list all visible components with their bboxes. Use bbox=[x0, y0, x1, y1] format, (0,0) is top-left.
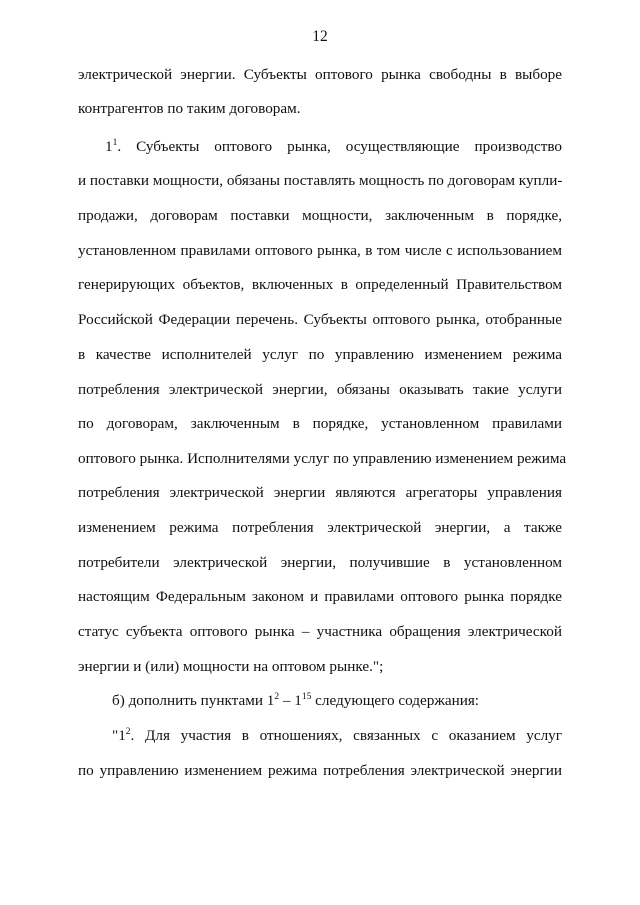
text-segment: в качестве исполнителей услуг по управлению изменением режима bbox=[78, 346, 562, 363]
text-segment: . Субъекты оптового рынка, осуществляющие производство bbox=[117, 138, 562, 155]
text-line bbox=[78, 380, 562, 400]
text-segment: следующего содержания: bbox=[311, 692, 480, 709]
text-segment: статус субъекта оптового рынка – участника обращения электрической bbox=[78, 623, 562, 640]
text-segment: потребители электрической энергии, получившие в установленном bbox=[78, 554, 562, 571]
superscript: 2 bbox=[274, 692, 280, 702]
text-segment: по управлению изменением режима потребления электрической энергии bbox=[78, 762, 562, 779]
text-segment: генерирующих объектов, включенных в определенный Правительством bbox=[78, 276, 562, 293]
text-line bbox=[78, 483, 562, 503]
text-segment: "1 bbox=[112, 727, 126, 744]
text-segment: электрической энергии. Субъекты оптового рынка свободны в выборе bbox=[78, 66, 562, 83]
text-segment: по договорам, заключенным в порядке, установленном правилами bbox=[78, 415, 562, 432]
text-segment: установленном правилами оптового рынка, в том числе с использованием bbox=[78, 242, 562, 259]
text-line bbox=[78, 657, 562, 677]
text-segment: – 1 bbox=[279, 692, 302, 709]
superscript: 2 bbox=[125, 727, 131, 737]
text-line bbox=[78, 345, 562, 365]
text-line bbox=[78, 449, 567, 469]
text-segment: оптового рынка. Исполнителями услуг по управлению изменением режима bbox=[78, 450, 567, 467]
text-line bbox=[78, 99, 562, 119]
text-line bbox=[112, 691, 562, 711]
text-segment: продажи, договорам поставки мощности, заключенным в порядке, bbox=[78, 207, 562, 224]
text-line bbox=[78, 761, 562, 781]
text-segment: . Для участия в отношениях, связанных с оказанием услуг bbox=[130, 727, 562, 744]
text-line bbox=[78, 518, 562, 538]
text-line bbox=[78, 587, 562, 607]
text-segment: изменением режима потребления электрической энергии, а также bbox=[78, 519, 562, 536]
text-segment: контрагентов по таким договорам. bbox=[78, 100, 301, 117]
text-segment: Российской Федерации перечень. Субъекты оптового рынка, отобранные bbox=[78, 311, 562, 328]
text-segment: потребления электрической энергии являются агрегаторы управления bbox=[78, 484, 562, 501]
text-line bbox=[78, 622, 562, 642]
superscript: 1 bbox=[112, 138, 118, 148]
text-line bbox=[78, 414, 562, 434]
text-segment: потребления электрической энергии, обязаны оказывать такие услуги bbox=[78, 381, 562, 398]
text-line bbox=[78, 553, 562, 573]
text-line bbox=[78, 241, 562, 261]
text-line bbox=[105, 137, 562, 157]
text-line bbox=[78, 65, 562, 85]
text-line bbox=[78, 275, 562, 295]
text-segment: энергии и (или) мощности на оптовом рынке."; bbox=[78, 658, 384, 675]
page-number: 12 bbox=[312, 28, 328, 45]
text-line bbox=[78, 206, 562, 226]
superscript: 15 bbox=[301, 692, 312, 702]
text-segment: 1 bbox=[105, 138, 113, 155]
text-line bbox=[78, 310, 562, 330]
text-segment: б) дополнить пунктами 1 bbox=[112, 692, 275, 709]
text-line bbox=[112, 726, 562, 746]
text-segment: и поставки мощности, обязаны поставлять мощность по договорам купли- bbox=[78, 172, 563, 189]
text-line bbox=[78, 171, 562, 191]
text-segment: настоящим Федеральным законом и правилами оптового рынка порядке bbox=[78, 588, 562, 605]
